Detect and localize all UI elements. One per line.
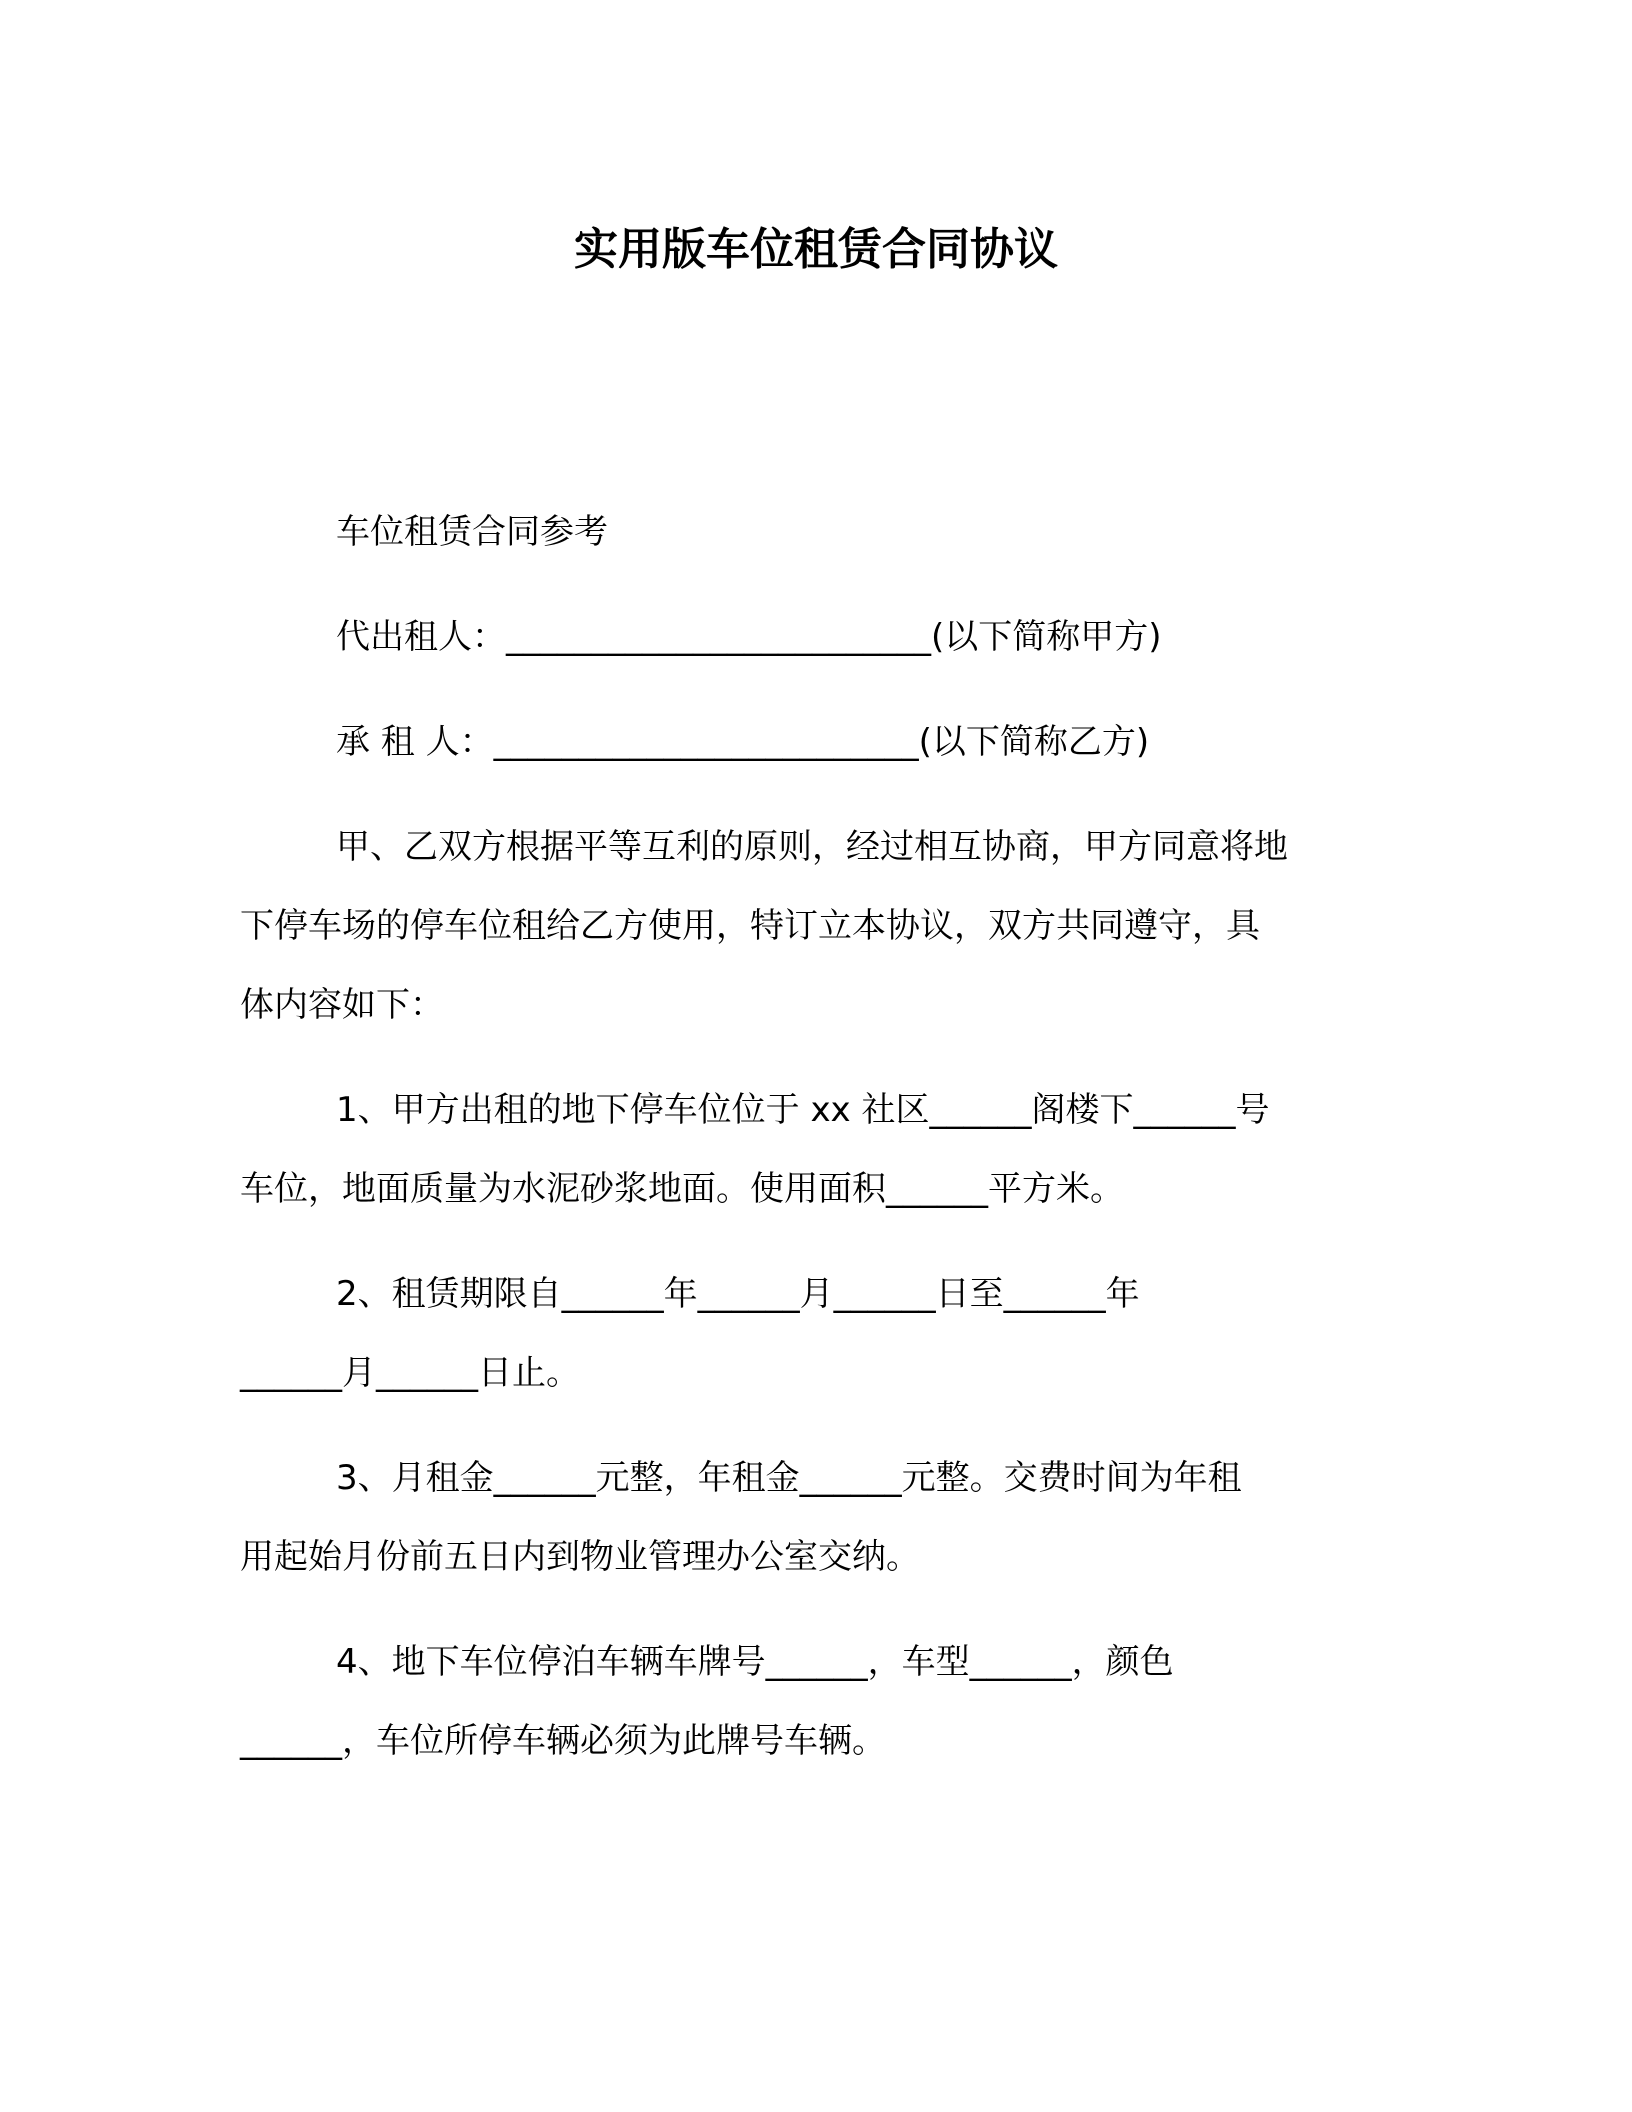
- clause-3-line-1: 3、月租金______元整，年租金______元整。交费时间为年租: [336, 1458, 1242, 1498]
- clause-2-line-1: 2、租赁期限自______年______月______日至______年: [336, 1274, 1140, 1314]
- clause-1-line-2: 车位，地面质量为水泥砂浆地面。使用面积______平方米。: [240, 1169, 1124, 1209]
- lessee-line: 承 租 人：_________________________(以下简称乙方): [336, 722, 1150, 762]
- lessor-line: 代出租人：_________________________(以下简称甲方): [336, 617, 1162, 657]
- intro-paragraph: [240, 808, 1376, 1045]
- clause-2-line-2: ______月______日止。: [240, 1353, 580, 1393]
- clause-3-line-2: 用起始月份前五日内到物业管理办公室交纳。: [240, 1537, 920, 1577]
- clause-1-line-1: 1、甲方出租的地下停车位位于 xx 社区______阁楼下______号: [336, 1090, 1270, 1130]
- intro-line-1: 甲、乙双方根据平等互利的原则，经过相互协商，甲方同意将地: [336, 827, 1288, 867]
- document-title: 实用版车位租赁合同协议: [574, 224, 1058, 275]
- clause-1: [240, 1071, 1376, 1229]
- intro-line-2: 下停车场的停车位租给乙方使用，特订立本协议，双方共同遵守，具: [240, 906, 1260, 946]
- clause-4: [240, 1623, 1376, 1781]
- clause-2: [240, 1255, 1376, 1413]
- clause-4-line-2: ______，车位所停车辆必须为此牌号车辆。: [240, 1721, 886, 1761]
- intro-line-3: 体内容如下：: [240, 985, 444, 1025]
- document-subtitle: 车位租赁合同参考: [336, 512, 608, 552]
- clause-3: [240, 1439, 1376, 1597]
- document-body: [240, 493, 1376, 1781]
- clause-4-line-1: 4、地下车位停泊车辆车牌号______，车型______，颜色: [336, 1642, 1174, 1682]
